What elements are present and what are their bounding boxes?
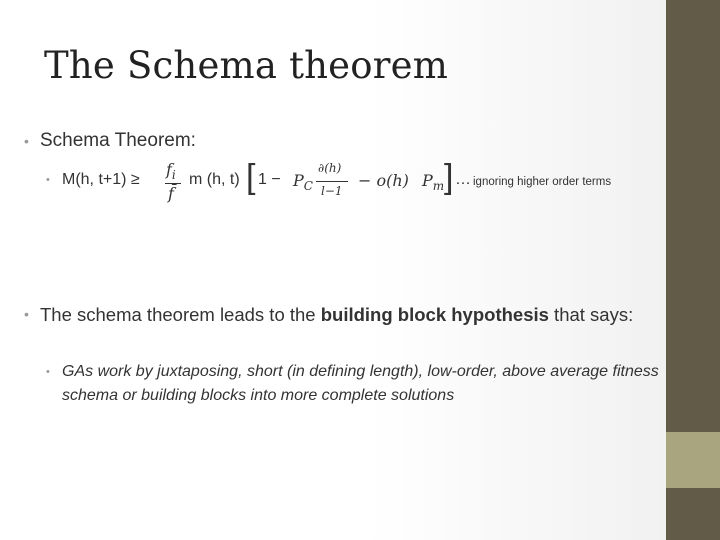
formula-frac2-numerator: ∂(h) — [318, 161, 342, 175]
schema-formula — [62, 160, 662, 208]
formula-frac1-numerator: $f_i$ — [166, 160, 176, 183]
bullet-schema-theorem: Schema Theorem: — [40, 130, 196, 151]
bullet-dot: • — [24, 133, 29, 149]
formula-right-bracket: ] — [444, 158, 454, 196]
bullet-gas-explanation: GAs work by juxtaposing, short (in defining length), low-order, above average fitness schema or building blocks into more complete solutions — [62, 363, 659, 404]
formula-frac2-line — [316, 181, 348, 182]
formula-mid: m (h, t) — [189, 171, 240, 188]
bullet-dot: • — [24, 306, 29, 322]
side-bar-accent — [666, 432, 720, 488]
side-bar-bottom — [666, 488, 720, 540]
sub-bullet-dot: • — [46, 366, 50, 378]
formula-pc: $P_C$ — [293, 171, 313, 194]
slide-title: The Schema theorem — [44, 44, 449, 87]
formula-o-term: − o(h) — [358, 171, 409, 190]
formula-lhs: M(h, t+1) ≥ — [62, 171, 140, 188]
formula-frac2-denominator: l−1 — [321, 184, 343, 198]
formula-left-bracket: [ — [246, 158, 256, 196]
formula-pm: $P_m$ — [422, 171, 445, 194]
formula-ellipsis: … — [455, 171, 471, 188]
sub-bullet-dot: • — [46, 174, 50, 186]
bullet-building-block: The schema theorem leads to the building block hypothesis that says: — [40, 304, 634, 325]
formula-one-minus: 1 − — [258, 171, 281, 188]
formula-frac1-denominator: f̄ — [168, 184, 174, 203]
side-bar-top — [666, 0, 720, 432]
formula-note: ignoring higher order terms — [473, 176, 612, 188]
